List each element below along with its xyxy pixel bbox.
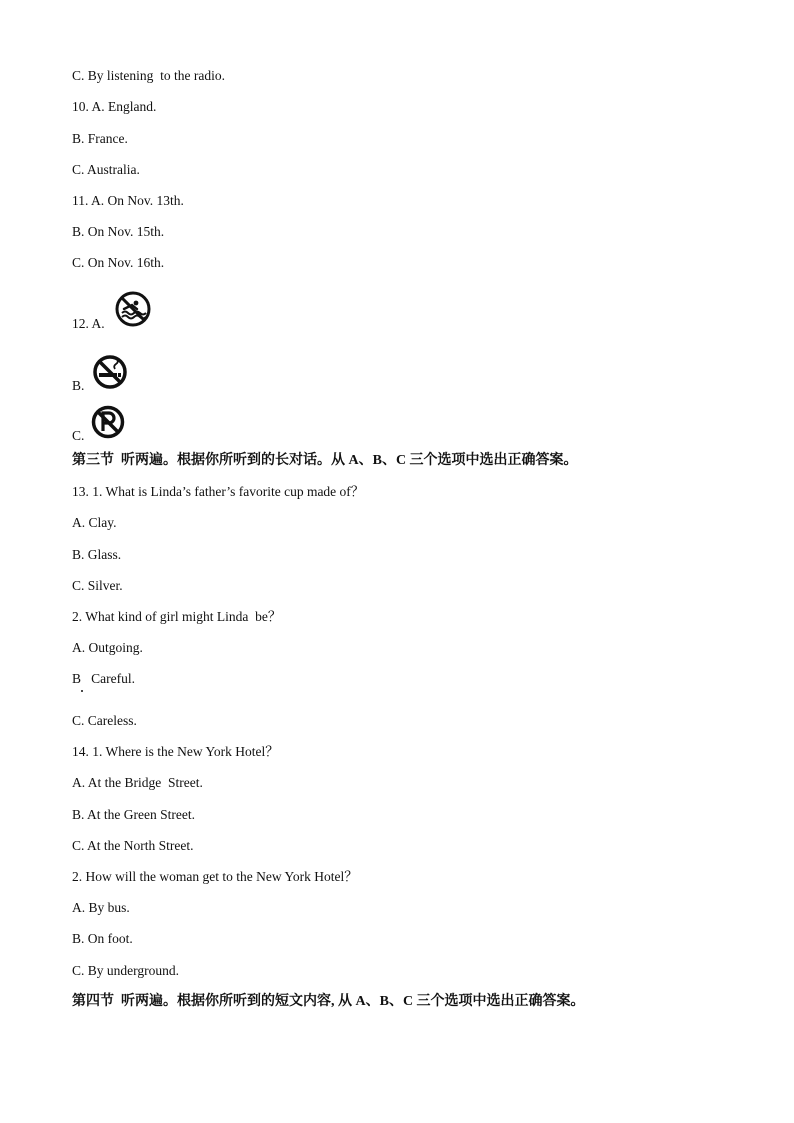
question-line: 13. 1. What is Linda’s father’s favorite cup made of？ — [72, 484, 365, 499]
option-line: B. On foot. — [72, 931, 133, 946]
option-line: A. By bus. — [72, 900, 130, 915]
option-line: B. On Nov. 15th. — [72, 224, 165, 239]
section-heading: 第三节 听两遍。根据你所听到的长对话。从 A、B、C 三个选项中选出正确答案。 — [72, 453, 578, 468]
question-line: 11. A. On Nov. 13th. — [72, 193, 184, 208]
option-line: B. France. — [72, 131, 128, 146]
option-line: A. Outgoing. — [72, 640, 143, 655]
option-line: C. By listening to the radio. — [72, 68, 225, 83]
stray-dot — [81, 690, 83, 692]
option-line: C. — [72, 428, 85, 443]
question-line: 12. A. — [72, 316, 105, 331]
option-line: B. At the Green Street. — [72, 807, 195, 822]
option-line: B. Glass. — [72, 547, 122, 562]
option-line: B. — [72, 378, 85, 393]
no-swimming-icon — [114, 290, 152, 328]
question-line: 2. What kind of girl might Linda be？ — [72, 609, 282, 624]
option-line: A. At the Bridge Street. — [72, 775, 203, 790]
option-line: B Careful. — [72, 671, 135, 686]
question-line: 14. 1. Where is the New York Hotel？ — [72, 744, 279, 759]
no-parking-icon — [91, 405, 125, 439]
option-line: A. Clay. — [72, 515, 117, 530]
option-line: C. Silver. — [72, 578, 123, 593]
section-heading: 第四节 听两遍。根据你所听到的短文内容, 从 A、B、C 三个选项中选出正确答案。 — [72, 994, 585, 1009]
option-line: C. Australia. — [72, 162, 140, 177]
question-line: 10. A. England. — [72, 99, 157, 114]
no-smoking-icon — [92, 354, 128, 390]
option-line: C. On Nov. 16th. — [72, 255, 165, 270]
question-line: 2. How will the woman get to the New York Hotel？ — [72, 869, 358, 884]
option-line: C. By underground. — [72, 963, 179, 978]
option-line: C. At the North Street. — [72, 838, 194, 853]
option-line: C. Careless. — [72, 713, 137, 728]
